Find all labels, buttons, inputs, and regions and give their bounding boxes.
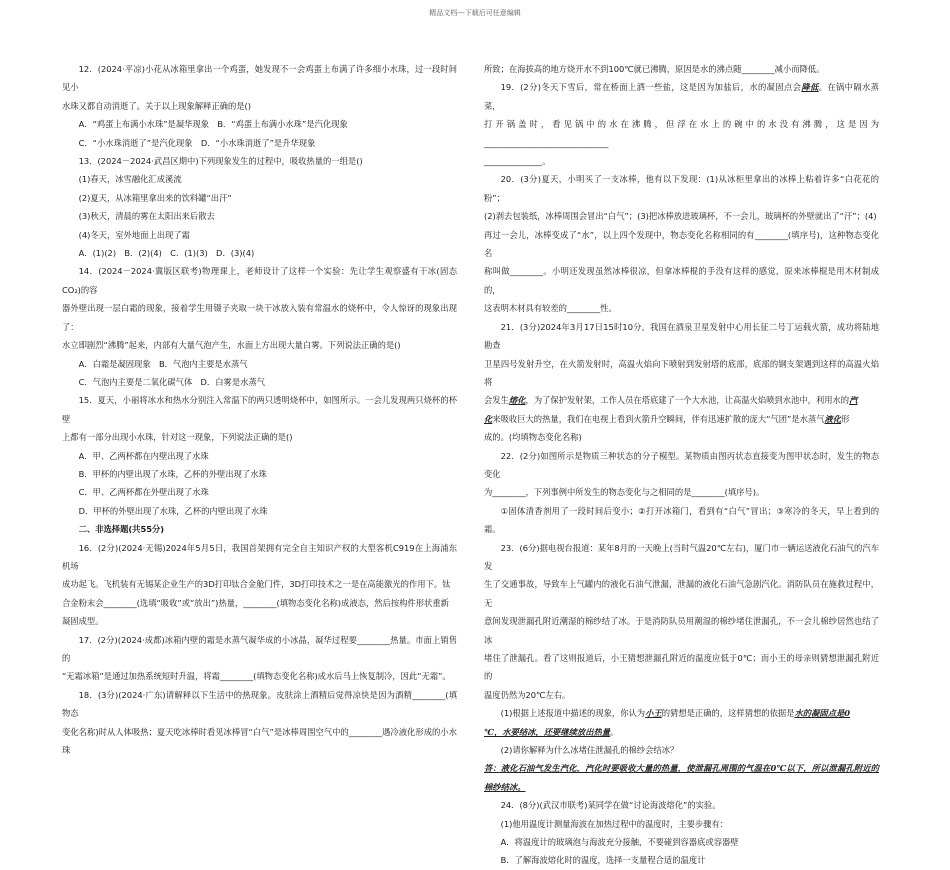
right-text-line [484, 612, 879, 649]
right-text-line [484, 741, 879, 759]
question-text: 这表明木材具有较差的________性。 [484, 303, 617, 314]
handwritten-answer: 水的凝固点是0 [794, 708, 851, 719]
question-text: 14．(2024－2024·冀版区联考)物理课上，老师设计了这样一个实验：先让学生观察盛有干冰(固态CO₂)的容 [62, 266, 457, 295]
right-text-line [484, 318, 879, 355]
question-text: 16．(2分)(2024·无锡)2024年5月5日，我国首架拥有完全自主知识产权的大型客机C919在上海浦东机场 [62, 542, 457, 571]
question-text: (2)请你解释为什么冰堵住泄漏孔的棉纱会结冰？ [500, 745, 679, 756]
question-text: 称叫做________。小明还发现虽然冰棒很凉，但拿冰棒棍的手没有这样的感觉，原来冰棒棍是用木材制成的， [484, 266, 879, 295]
left-text-line [62, 594, 457, 612]
question-text: 18．(3分)(2024·广东)请解释以下生活中的热现象。皮肤涂上酒精后觉得凉快是因为酒精________(填物态 [62, 689, 457, 719]
question-text: 上都有一部分出现小水珠，针对这一现象，下列说法正确的是() [62, 432, 293, 443]
question-text: B．甲杯的内壁出现了水珠，乙杯的外壁出现了水珠 [78, 468, 267, 479]
question-text: 水珠又都自动消逝了。关于以上现象解释正确的是() [62, 100, 252, 111]
page-header: 精品文档---下载后可任意编辑 [429, 9, 521, 17]
left-text-line [62, 355, 457, 373]
question-text: 打开锅盖时，看见锅中的水在沸腾，但浮在水上的碗中的水没有沸腾，这是因为______________________________ [484, 119, 879, 148]
left-text-line [62, 207, 457, 225]
question-text: 。在锅中隔水蒸菜， [484, 82, 879, 111]
right-text-line [484, 391, 879, 409]
right-text-line [484, 262, 879, 299]
question-text: C．“小水珠消逝了”是汽化现象 D．“小水珠消逝了”是升华现象 [78, 137, 316, 148]
right-text-line [484, 428, 879, 446]
question-text: (3)秋天，清晨的雾在太阳出来后散去 [78, 211, 215, 222]
question-text: A．白霜是凝固现象 B．气泡内主要是水蒸气 [78, 358, 248, 369]
right-text-line [484, 796, 879, 814]
question-text: 二、非选择题(共55分) [78, 524, 165, 535]
question-text: 凝固成型。 [62, 616, 104, 627]
right-text-line [484, 410, 879, 428]
question-text: 的猜想是正确的，这样猜想的依据是 [661, 708, 795, 719]
question-text: 17．(2分)(2024·成都)冰箱内壁的霜是水蒸气凝华成的小冰晶，凝华过程要________热量。市面上销售的 [62, 634, 457, 663]
question-text: C．甲、乙两杯都在外壁出现了水珠 [78, 487, 209, 498]
right-text-line [484, 483, 879, 501]
left-text-line [62, 575, 457, 593]
question-text: 21．(3分)2024年3月17日15时10分，我国在酒泉卫星发射中心用长征二号丁运载火箭，成功将陆地勘查 [484, 321, 879, 351]
right-text-line [484, 704, 879, 722]
question-text: A．(1)(2) B．(2)(4) C．(1)(3) D．(3)(4) [78, 248, 255, 259]
question-text: 20．(3分)夏天，小明买了一支冰棒，他有以下发现：(1)从冰柜里拿出的冰棒上粘着许多“白花花的粉”； [484, 174, 879, 203]
question-text: 形 [841, 413, 850, 424]
left-text-line [62, 539, 457, 576]
right-text-line [484, 502, 879, 539]
right-text-line [484, 355, 879, 392]
left-text-line [62, 483, 457, 501]
left-text-line [62, 189, 457, 207]
right-text-line [484, 575, 879, 612]
right-text-line [484, 686, 879, 704]
handwritten-answer: 熔化 [508, 395, 526, 406]
question-text: A．“鸡蛋上布满小水珠”是凝华现象 B．“鸡蛋上布满小水珠”是汽化现象 [78, 119, 348, 130]
question-text: C．气泡内主要是二氧化碳气体 D．白雾是水蒸气 [78, 376, 266, 387]
question-text: “无霜冰箱”是通过加热系统短时升温，将霜________(填物态变化名称)成水后马上恢复制冷，因此“无霜”。 [62, 671, 451, 682]
question-text: 22．(2分)如图所示是物质三种状态的分子模型。某物质由图丙状态直接变为图甲状态时，发生的物态变化 [484, 450, 879, 479]
handwritten-answer: 汽 [849, 395, 858, 406]
right-text-line [484, 723, 879, 741]
question-text: 24．(8分)(武汉市联考)某同学在做“讨论海波熔化”的实验。 [500, 800, 721, 811]
question-text: A．甲、乙两杯都在内壁出现了水珠 [78, 450, 209, 461]
left-text-line [62, 723, 457, 760]
left-text-line [62, 686, 457, 723]
left-text-line [62, 428, 457, 446]
left-text-line [62, 373, 457, 391]
right-text-line [484, 170, 879, 207]
left-text-line [62, 115, 457, 133]
left-text-line [62, 262, 457, 299]
right-column [484, 60, 879, 870]
right-text-line [484, 649, 879, 686]
question-text: A．将温度计的玻璃泡与海波充分接触，不要碰到容器底或容器壁 [500, 837, 739, 848]
question-text: 再过一会儿，冰棒变成了“水”，以上四个发现中，物态变化名称相同的有________(填序号)，这种物态变化名 [484, 229, 879, 259]
question-text: 。 [610, 726, 619, 737]
left-text-line [62, 391, 457, 428]
handwritten-answer: 降低 [801, 82, 819, 93]
question-text: 意间发现泄漏孔附近潮湿的棉纱结了冰。于是消防队员用潮湿的棉纱堵住泄漏孔，不一会儿棉纱居然也结了冰 [484, 616, 879, 645]
left-text-line [62, 152, 457, 170]
question-text: 为________，下列事例中所发生的物态变化与之相同的是________(填序号)。 [484, 487, 765, 498]
question-text: D．甲杯的外壁出现了水珠，乙杯的内壁出现了水珠 [78, 505, 268, 516]
left-text-line [62, 447, 457, 465]
handwritten-answer: 小王 [645, 708, 662, 719]
left-text-line [62, 667, 457, 685]
left-text-line [62, 134, 457, 152]
left-text-line [62, 520, 457, 538]
right-text-line [484, 226, 879, 263]
question-text: (1)他用温度计测量海波在加热过程中的温度时，主要步骤有： [500, 818, 729, 829]
right-text-line [484, 851, 879, 869]
question-text: (1)春天，冰雪融化汇成溪流 [78, 174, 182, 185]
right-text-line [484, 759, 879, 796]
question-text: (2)夏天，从冰箱里拿出来的饮料罐“出汗” [78, 192, 232, 203]
right-text-line [484, 815, 879, 833]
left-text-line [62, 244, 457, 262]
question-text: 卫星四号发射升空，在火箭发射时，高温火焰向下喷射到发射塔的底部，底部的钢支架遇到这样的高温火焰将 [484, 358, 879, 387]
left-column [62, 60, 457, 759]
question-text: 温度仍然为20℃左右。 [484, 689, 571, 700]
question-text: 所致；在海拔高的地方烧开水不到100℃就已沸腾，原因是水的沸点随________减小而降低。 [484, 64, 825, 74]
question-text: (4)冬天，室外地面上出现了霜 [78, 229, 190, 240]
right-text-line [484, 833, 879, 851]
question-text: ，为了保护发射架，工作人员在塔底建了一个大水池，让高温火焰喷到水池中，利用水的 [525, 395, 850, 406]
question-text: 水立即剧烈“沸腾”起来，内部有大量气泡产生，水面上方出现大量白雾。下列说法正确的是() [62, 340, 401, 351]
left-text-line [62, 299, 457, 336]
question-text: ______________。 [484, 156, 551, 167]
left-text-line [62, 502, 457, 520]
question-text: 19．(2分)冬天下雪后，常在桥面上洒一些盐，这是因为加盐后，水的凝固点会 [500, 82, 802, 93]
handwritten-answer: 液化 [824, 413, 842, 424]
question-text: 23．(6分)据电视台报道：某年8月的一天晚上(当时气温20℃左右)，厦门市一辆运送液化石油气的汽车发 [484, 542, 879, 571]
handwritten-answer: 答：液化石油气发生汽化，汽化时要吸收大量的热量，使泄漏孔周围的气温在0℃以下，所以泄漏孔附近的棉纱结冰。 [484, 763, 879, 792]
question-text: 13．(2024－2024·武昌区期中)下列现象发生的过程中，吸收热量的一组是() [78, 156, 363, 167]
question-text: 合金粉末会________(选填“吸收”或“放出”)热量，________(填物态变化名称)成液态，然后按构件形状重新 [62, 597, 449, 608]
right-text-line [484, 60, 879, 78]
right-text-line [484, 539, 879, 576]
question-text: 变化名称)时从人体吸热；夏天吃冰棒时看见冰棒冒“白气”是冰棒周围空气中的________遇冷液化形成的小水珠 [62, 726, 457, 756]
question-text: 会发生 [484, 395, 509, 406]
question-text: (1)根据上述报道中描述的现象，你认为 [500, 708, 646, 719]
question-text: (2)剥去包装纸，冰棒周围会冒出“白气”；(3)把冰棒放进玻璃杯，不一会儿，玻璃杯的外壁就出了“汗”；(4) [484, 211, 877, 222]
question-text: 器外壁出现一层白霜的现象，接着学生用镊子夹取一块干冰放入装有常温水的烧杯中，令人惊讶的现象出现了： [62, 303, 457, 332]
right-text-line [484, 115, 879, 152]
left-text-line [62, 170, 457, 188]
left-text-line [62, 336, 457, 354]
question-text: 成功起飞。飞机装有无锡某企业生产的3D打印钛合金舱门件，3D打印技术之一是在高能激光的作用下。钛 [62, 579, 451, 590]
left-text-line [62, 60, 457, 97]
handwritten-answer: 化 [484, 413, 493, 424]
left-text-line [62, 226, 457, 244]
left-text-line [62, 612, 457, 630]
right-text-line [484, 78, 879, 115]
question-text: 来吸收巨大的热量，我们在电视上看到火箭升空瞬间，伴有迅速扩散的庞大“气团”是水蒸气 [492, 413, 825, 424]
question-text: 成的。(均填物态变化名称) [484, 432, 582, 443]
right-text-line [484, 447, 879, 484]
question-text: ①固体清香剂用了一段时间后变小；②打开冰箱门，看到有“白气”冒出；③寒冷的冬天，早上看到的霜。 [484, 505, 879, 535]
left-text-line [62, 465, 457, 483]
question-text: B．了解海波熔化时的温度，选择一支量程合适的温度计 [500, 855, 706, 866]
question-text: 12．(2024·平凉)小花从冰箱里拿出一个鸡蛋，她发现不一会鸡蛋上布满了许多细小水珠，过一段时间见小 [62, 64, 457, 93]
question-text: 堵住了泄漏孔。看了这则报道后，小王猜想泄漏孔附近的温度应低于0℃；而小王的母亲则猜想泄漏孔附近的 [484, 653, 879, 682]
right-text-line [484, 299, 879, 317]
question-text: 生了交通事故，导致车上气罐内的液化石油气泄漏，泄漏的液化石油气急剧汽化。消防队员在施救过程中，无 [484, 579, 879, 608]
left-text-line [62, 631, 457, 668]
right-text-line [484, 207, 879, 225]
question-text: 15．夏天，小丽将冰水和热水分别注入常温下的两只透明烧杯中，如图所示。一会儿发现两只烧杯的杯壁 [62, 395, 457, 424]
left-text-line [62, 97, 457, 115]
handwritten-answer: ℃，水要结冰，还要继续放出热量 [484, 726, 611, 737]
right-text-line [484, 152, 879, 170]
